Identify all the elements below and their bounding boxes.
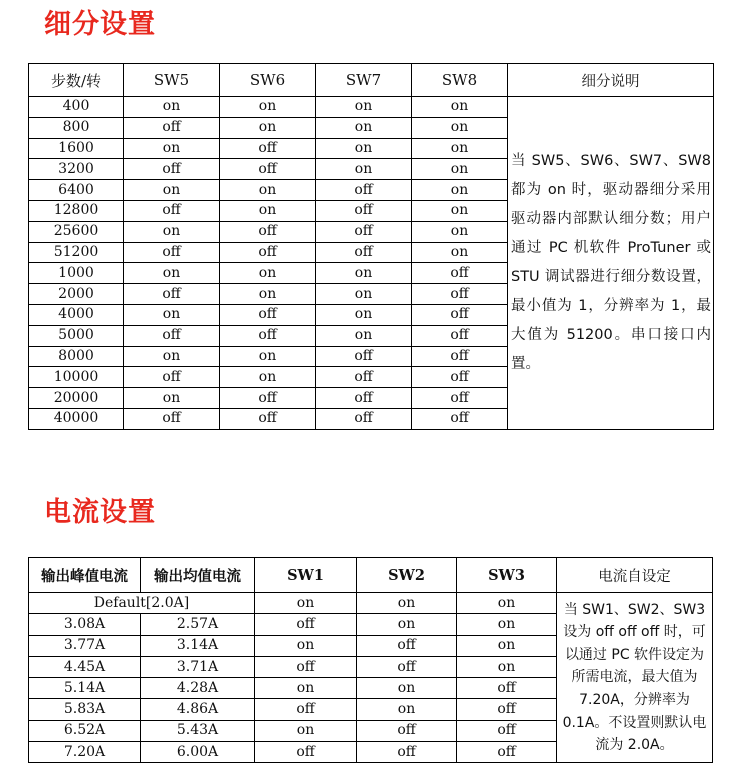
switch-cell: off <box>124 242 220 263</box>
switch-cell: off <box>124 117 220 138</box>
switch-cell: off <box>316 388 412 409</box>
switch-cell: on <box>124 138 220 159</box>
switch-cell: on <box>124 304 220 325</box>
switch-cell: on <box>220 263 316 284</box>
current-note-header: 电流自设定 <box>557 558 713 593</box>
col-sw3-header: SW3 <box>457 558 557 593</box>
switch-cell: off <box>220 159 316 180</box>
steps-cell: 800 <box>29 117 124 138</box>
switch-cell: off <box>255 699 357 720</box>
col-sw8-header: SW8 <box>412 64 508 97</box>
switch-cell: on <box>357 678 457 699</box>
switch-cell: off <box>412 346 508 367</box>
subdivision-note: 当 SW5、SW6、SW7、SW8 都为 on 时，驱动器细分采用驱动器内部默认细分数；用户通过 PC 机软件 ProTuner 或 STU 调试器进行细分数设置，最小值为 1，分辨率为 1，最大值为 51200。串口接口内置。 <box>508 97 714 430</box>
switch-cell: off <box>357 656 457 677</box>
switch-cell: off <box>220 388 316 409</box>
switch-cell: on <box>457 656 557 677</box>
avg-current-cell: 5.43A <box>141 720 255 741</box>
switch-cell: off <box>412 367 508 388</box>
steps-cell: 10000 <box>29 367 124 388</box>
switch-cell: on <box>357 699 457 720</box>
avg-current-cell: 3.71A <box>141 656 255 677</box>
switch-cell: on <box>220 97 316 118</box>
steps-cell: 3200 <box>29 159 124 180</box>
col-steps-header: 步数/转 <box>29 64 124 97</box>
switch-cell: off <box>124 159 220 180</box>
switch-cell: on <box>457 593 557 614</box>
switch-cell: on <box>124 221 220 242</box>
switch-cell: off <box>457 699 557 720</box>
switch-cell: off <box>220 304 316 325</box>
col-sw6-header: SW6 <box>220 64 316 97</box>
switch-cell: on <box>412 97 508 118</box>
peak-current-cell: 3.77A <box>29 635 141 656</box>
switch-cell: on <box>316 138 412 159</box>
switch-cell: on <box>316 263 412 284</box>
steps-cell: 20000 <box>29 388 124 409</box>
switch-cell: off <box>412 408 508 429</box>
switch-cell: off <box>255 614 357 635</box>
switch-cell: off <box>316 408 412 429</box>
switch-cell: off <box>412 284 508 305</box>
steps-cell: 40000 <box>29 408 124 429</box>
switch-cell: off <box>357 720 457 741</box>
switch-cell: on <box>316 117 412 138</box>
switch-cell: on <box>357 593 457 614</box>
switch-cell: off <box>412 263 508 284</box>
avg-current-cell: 3.14A <box>141 635 255 656</box>
col-peak-current-header: 输出峰值电流 <box>29 558 141 593</box>
switch-cell: on <box>316 304 412 325</box>
switch-cell: off <box>124 325 220 346</box>
current-note: 当 SW1、SW2、SW3 设为 off off off 时，可以通过 PC 软件设定为所需电流，最大值为 7.20A，分辨率为 0.1A。不设置则默认电流为 2.0A。 <box>557 593 713 763</box>
switch-cell: on <box>412 242 508 263</box>
steps-cell: 12800 <box>29 200 124 221</box>
peak-current-cell: 5.83A <box>29 699 141 720</box>
avg-current-cell: 4.28A <box>141 678 255 699</box>
steps-cell: 1000 <box>29 263 124 284</box>
switch-cell: on <box>255 593 357 614</box>
switch-cell: on <box>255 720 357 741</box>
subdivision-note-header: 细分说明 <box>508 64 714 97</box>
switch-cell: on <box>124 388 220 409</box>
avg-current-cell: 4.86A <box>141 699 255 720</box>
default-current-cell: Default[2.0A] <box>29 593 255 614</box>
steps-cell: 8000 <box>29 346 124 367</box>
steps-cell: 5000 <box>29 325 124 346</box>
switch-cell: off <box>412 325 508 346</box>
switch-cell: off <box>220 408 316 429</box>
switch-cell: off <box>124 408 220 429</box>
peak-current-cell: 7.20A <box>29 742 141 763</box>
steps-cell: 6400 <box>29 180 124 201</box>
peak-current-cell: 5.14A <box>29 678 141 699</box>
switch-cell: off <box>255 742 357 763</box>
switch-cell: off <box>316 200 412 221</box>
switch-cell: on <box>316 97 412 118</box>
steps-cell: 1600 <box>29 138 124 159</box>
switch-cell: on <box>412 180 508 201</box>
switch-cell: on <box>124 180 220 201</box>
switch-cell: off <box>255 656 357 677</box>
col-avg-current-header: 输出均值电流 <box>141 558 255 593</box>
peak-current-cell: 6.52A <box>29 720 141 741</box>
current-header-row <box>29 558 713 593</box>
switch-cell: off <box>316 242 412 263</box>
switch-cell: off <box>316 221 412 242</box>
switch-cell: off <box>357 742 457 763</box>
switch-cell: off <box>316 180 412 201</box>
switch-cell: on <box>412 200 508 221</box>
switch-cell: off <box>220 242 316 263</box>
table-row <box>29 97 714 118</box>
switch-cell: off <box>357 635 457 656</box>
switch-cell: on <box>412 159 508 180</box>
switch-cell: off <box>412 388 508 409</box>
current-table <box>28 557 713 763</box>
switch-cell: on <box>316 284 412 305</box>
switch-cell: off <box>457 742 557 763</box>
switch-cell: on <box>457 614 557 635</box>
switch-cell: off <box>412 304 508 325</box>
switch-cell: off <box>124 284 220 305</box>
avg-current-cell: 2.57A <box>141 614 255 635</box>
switch-cell: off <box>457 678 557 699</box>
switch-cell: on <box>316 159 412 180</box>
subdivision-table-body <box>29 97 714 430</box>
col-sw1-header: SW1 <box>255 558 357 593</box>
steps-cell: 2000 <box>29 284 124 305</box>
switch-cell: on <box>316 325 412 346</box>
col-sw2-header: SW2 <box>357 558 457 593</box>
switch-cell: off <box>220 221 316 242</box>
switch-cell: off <box>124 367 220 388</box>
steps-cell: 51200 <box>29 242 124 263</box>
col-sw5-header: SW5 <box>124 64 220 97</box>
subdivision-header-row <box>29 64 714 97</box>
switch-cell: off <box>220 138 316 159</box>
current-table-body <box>29 593 713 763</box>
steps-cell: 4000 <box>29 304 124 325</box>
switch-cell: on <box>255 678 357 699</box>
switch-cell: on <box>220 284 316 305</box>
switch-cell: on <box>220 346 316 367</box>
switch-cell: on <box>220 200 316 221</box>
table-row-default <box>29 593 713 614</box>
switch-cell: on <box>357 614 457 635</box>
avg-current-cell: 6.00A <box>141 742 255 763</box>
col-sw7-header: SW7 <box>316 64 412 97</box>
switch-cell: off <box>220 325 316 346</box>
subdivision-table <box>28 63 714 430</box>
switch-cell: off <box>316 367 412 388</box>
switch-cell: off <box>457 720 557 741</box>
switch-cell: on <box>412 117 508 138</box>
switch-cell: on <box>124 97 220 118</box>
switch-cell: on <box>255 635 357 656</box>
switch-cell: on <box>412 138 508 159</box>
switch-cell: off <box>124 200 220 221</box>
subdivision-heading: 细分设置 <box>44 9 156 40</box>
switch-cell: on <box>124 263 220 284</box>
peak-current-cell: 4.45A <box>29 656 141 677</box>
switch-cell: on <box>220 117 316 138</box>
peak-current-cell: 3.08A <box>29 614 141 635</box>
current-heading: 电流设置 <box>44 497 156 528</box>
switch-cell: on <box>124 346 220 367</box>
steps-cell: 400 <box>29 97 124 118</box>
switch-cell: on <box>220 367 316 388</box>
switch-cell: on <box>457 635 557 656</box>
switch-cell: on <box>412 221 508 242</box>
steps-cell: 25600 <box>29 221 124 242</box>
switch-cell: on <box>220 180 316 201</box>
switch-cell: off <box>316 346 412 367</box>
